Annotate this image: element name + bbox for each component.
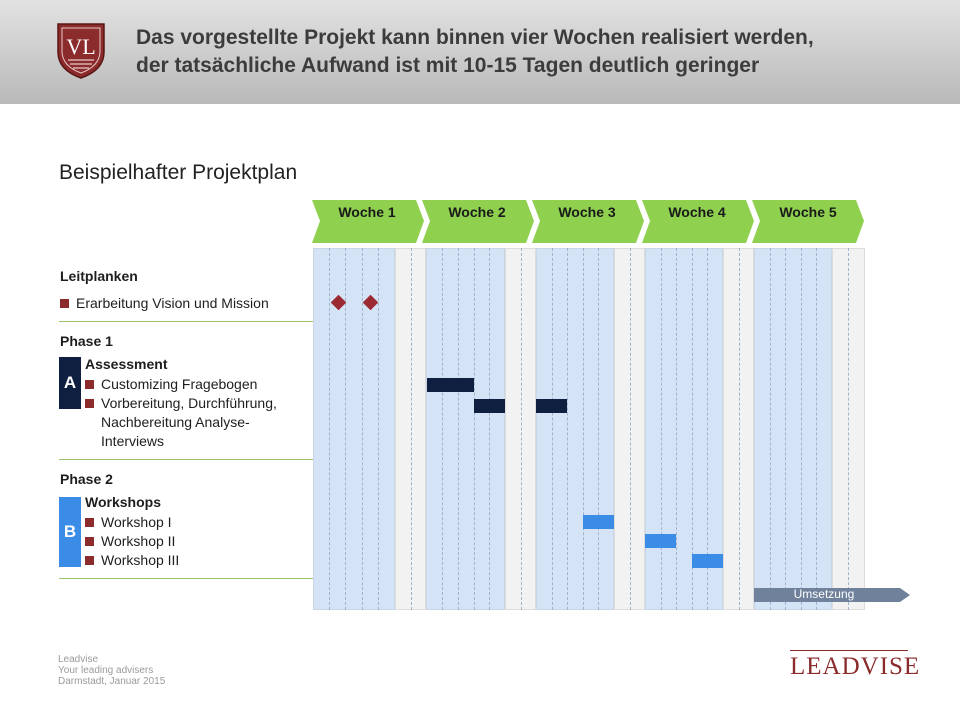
workshop-item-3 <box>85 552 179 568</box>
bullet-square-icon <box>60 299 69 308</box>
section-divider <box>59 321 313 322</box>
day-divider <box>770 248 771 610</box>
workdays-week-2 <box>426 248 505 610</box>
assessment-item-1 <box>85 376 257 392</box>
leitplanken-item-label: Erarbeitung Vision und Mission <box>76 295 269 311</box>
bullet-square-icon <box>85 380 94 389</box>
bullet-square-icon <box>85 399 94 408</box>
day-divider <box>598 248 599 610</box>
week-label: Woche 4 <box>668 204 726 220</box>
week-5 <box>752 200 864 243</box>
leitplanken-item <box>60 295 269 311</box>
day-divider <box>458 248 459 610</box>
assessment-item-label: Customizing Fragebogen <box>101 376 258 392</box>
day-divider <box>583 248 584 610</box>
umsetzung-label: Umsetzung <box>793 587 855 601</box>
bullet-square-icon <box>85 556 94 565</box>
day-divider <box>801 248 802 610</box>
workshop-item-1 <box>85 514 172 530</box>
day-divider <box>552 248 553 610</box>
week-label: Woche 5 <box>779 204 837 220</box>
bullet-square-icon <box>85 537 94 546</box>
page-title <box>136 24 936 80</box>
title-line-2: der tatsächliche Aufwand ist mit 10-15 Tagen deutlich geringer <box>136 54 760 77</box>
footer-company: Leadvise <box>58 654 99 665</box>
assessment-item-2-cont: Interviews <box>101 433 165 449</box>
workshop-item-2 <box>85 533 175 549</box>
day-divider <box>816 248 817 610</box>
day-divider <box>739 248 740 610</box>
week-label: Woche 2 <box>448 204 506 220</box>
day-divider <box>630 248 631 610</box>
week-label: Woche 1 <box>338 204 396 220</box>
task-bar-interviews-2 <box>536 399 567 413</box>
week-label: Woche 3 <box>558 204 616 220</box>
section-subtitle: Beispielhafter Projektplan <box>59 161 298 184</box>
workdays-week-5 <box>754 248 832 610</box>
workdays-week-3 <box>536 248 614 610</box>
brand-rule <box>790 650 908 651</box>
week-3 <box>532 200 642 243</box>
logo-shield-icon <box>56 22 106 80</box>
bullet-square-icon <box>85 518 94 527</box>
workshop-item-label: Workshop I <box>101 514 172 530</box>
gantt-grid <box>313 248 865 610</box>
task-bar-workshop-2 <box>645 534 676 548</box>
task-bar-workshop-3 <box>692 554 723 568</box>
day-divider <box>521 248 522 610</box>
task-bar-customizing <box>427 378 474 392</box>
section-divider <box>59 459 313 460</box>
task-bar-workshop-1 <box>583 515 614 529</box>
week-2 <box>422 200 532 243</box>
title-line-1: Das vorgestellte Projekt kann binnen vier Wochen realisiert werden, <box>136 26 814 49</box>
assessment-heading: Assessment <box>85 356 168 372</box>
workshop-item-label: Workshop III <box>101 552 180 568</box>
day-divider <box>411 248 412 610</box>
assessment-item-2-cont: Nachbereitung Analyse- <box>101 414 250 430</box>
header-banner <box>0 0 960 104</box>
day-divider <box>442 248 443 610</box>
day-divider <box>567 248 568 610</box>
assessment-item-2 <box>85 395 277 411</box>
phase-b-badge: B <box>59 497 81 567</box>
week-4 <box>642 200 752 243</box>
leitplanken-title: Leitplanken <box>60 268 138 284</box>
task-bar-interviews-1 <box>474 399 505 413</box>
day-divider <box>785 248 786 610</box>
footer-info <box>58 654 165 687</box>
day-divider <box>474 248 475 610</box>
phase-2-title: Phase 2 <box>60 471 113 487</box>
workshop-item-label: Workshop II <box>101 533 176 549</box>
day-divider <box>661 248 662 610</box>
week-header <box>312 200 872 244</box>
workshops-heading: Workshops <box>85 494 161 510</box>
phase-1-title: Phase 1 <box>60 333 113 349</box>
day-divider <box>848 248 849 610</box>
section-divider <box>59 578 313 579</box>
umsetzung-arrow <box>754 588 910 602</box>
day-divider <box>489 248 490 610</box>
assessment-item-label: Vorbereitung, Durchführung, <box>101 395 277 411</box>
day-divider <box>676 248 677 610</box>
phase-a-badge: A <box>59 357 81 409</box>
footer-tagline: Your leading advisers <box>58 665 154 676</box>
week-1 <box>312 200 422 243</box>
logo-text: VL <box>66 34 96 59</box>
footer-date: Darmstadt, Januar 2015 <box>58 676 166 687</box>
brand-logo: LEADVISE <box>790 653 921 680</box>
workdays-week-1 <box>313 248 395 610</box>
